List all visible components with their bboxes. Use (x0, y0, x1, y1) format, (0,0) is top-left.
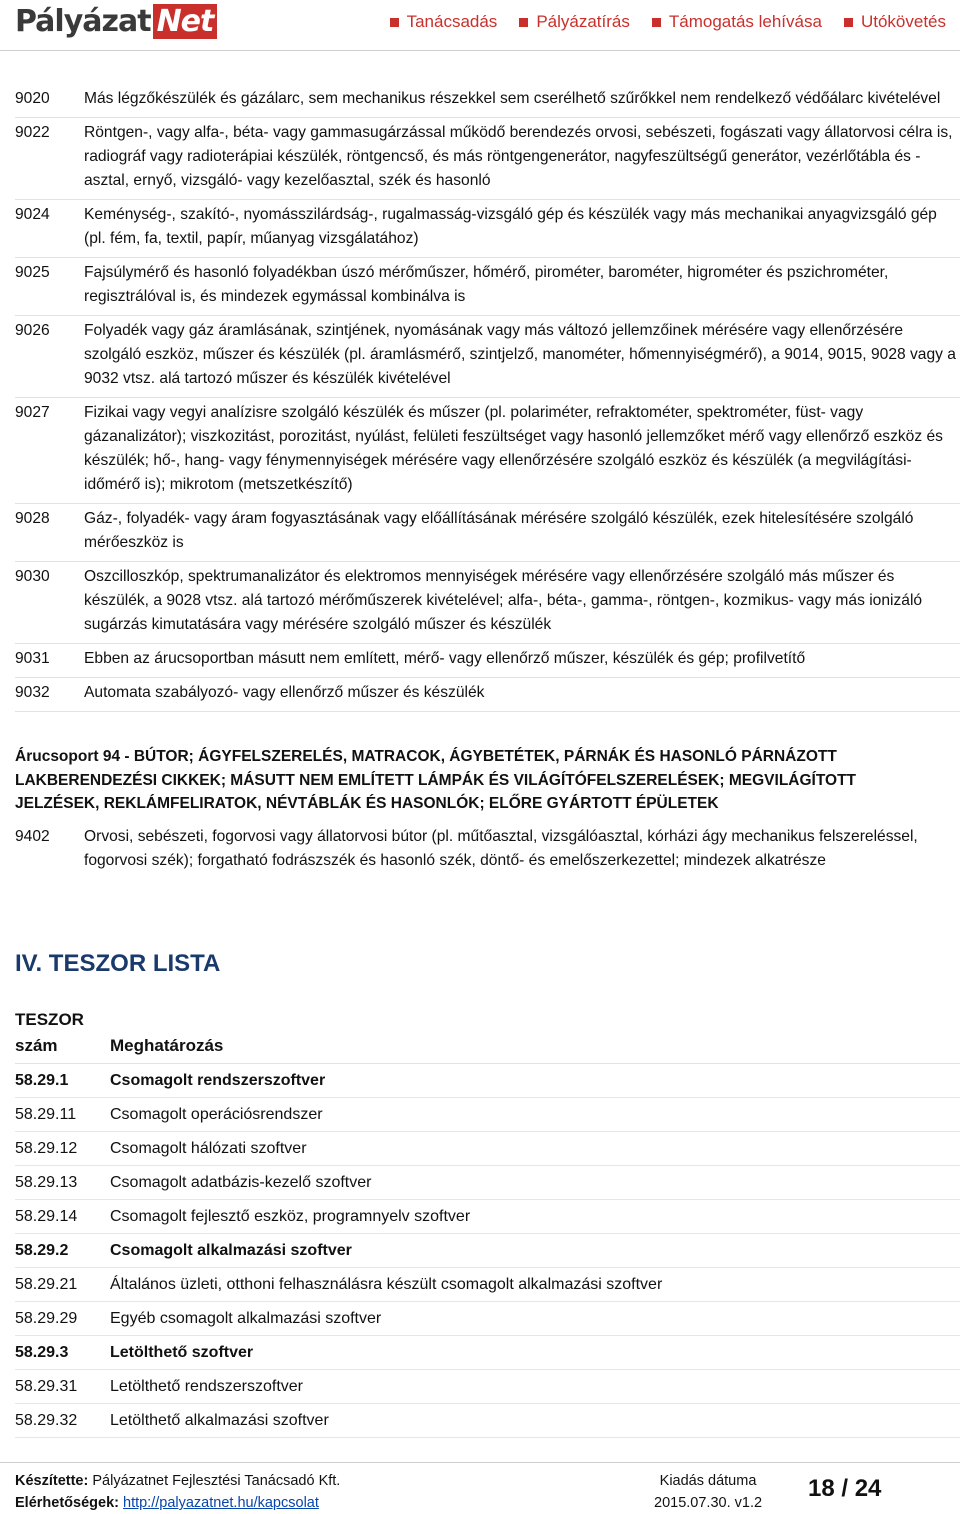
nav-item-tamogatas-lehivasa[interactable]: Támogatás lehívása (652, 12, 822, 32)
product-code-table (15, 87, 960, 715)
table-row (15, 507, 960, 562)
row-description: Fajsúlymérő és hasonló folyadékban úszó mérőműszer, hőmérő, pirométer, barométer, higrométer és pszichrométer, regisztrálóval is, és mindezek egymással kombinálva is (84, 264, 889, 305)
nav-item-tanacsadas[interactable]: Tanácsadás (390, 12, 498, 32)
row-code: 9027 (15, 404, 50, 421)
table-row (15, 565, 960, 644)
row-code: 9026 (15, 322, 50, 339)
table-row (15, 1132, 960, 1166)
teszor-description: Csomagolt adatbázis-kezelő szoftver (110, 1174, 372, 1191)
page-number: 18 / 24 (808, 1475, 882, 1502)
teszor-code: 58.29.2 (15, 1242, 69, 1259)
bullet-square-icon (844, 18, 853, 27)
teszor-code: 58.29.32 (15, 1412, 78, 1429)
row-code: 9022 (15, 124, 50, 141)
row-description: Automata szabályozó- vagy ellenőrző műszer és készülék (84, 684, 485, 701)
bullet-square-icon (519, 18, 528, 27)
contact-label: Elérhetőségek: (15, 1495, 119, 1511)
table-row (15, 1370, 960, 1404)
table-row (15, 1098, 960, 1132)
table-row (15, 121, 960, 200)
nav-item-utokovetes[interactable]: Utókövetés (844, 12, 946, 32)
teszor-code: 58.29.21 (15, 1276, 78, 1293)
teszor-code: 58.29.29 (15, 1310, 78, 1327)
bullet-square-icon (652, 18, 661, 27)
made-by-label: Készítette: (15, 1473, 89, 1489)
page-footer (0, 1462, 960, 1514)
teszor-description: Csomagolt alkalmazási szoftver (110, 1242, 352, 1259)
row-description: Keménység-, szakító-, nyomásszilárdság-, rugalmasság-vizsgáló gép és készülék vagy más mechanikai anyagvizsgáló gép (pl. fém, fa, textil, papír, műanyag vizsgálatához) (84, 206, 937, 247)
row-description: Fizikai vagy vegyi analízisre szolgáló készülék és műszer (pl. polariméter, refraktométer, spektrométer, füst- vagy gázanalizátor); viszkozitást, porozitást, nyúlást, felületi feszültséget vagy hasonló jellemzőket mérő vagy ellenőrző eszköz és készülék; hő-, hang- vagy fénymennyiségek mérésére vagy ellenőrzésére szolgáló eszköz és készülék (a megvilágítási-időmérő is); mikrotom (metszetkészítő) (84, 404, 943, 493)
table-row (15, 1336, 960, 1370)
table-row (15, 1064, 960, 1098)
table-row (15, 1268, 960, 1302)
table-row (15, 401, 960, 504)
product-group-94-title: Árucsoport 94 - BÚTOR; ÁGYFELSZERELÉS, MATRACOK, ÁGYBETÉTEK, PÁRNÁK ÉS HASONLÓ PÁRNÁZOTT LAKBERENDEZÉSI CIKKEK; MÁSUTT NEM EMLÍTETT LÁMPÁK ÉS VILÁGÍTÓFELSZERELÉSEK; MEGVILÁGÍTOTT JELZÉSEK, REKLÁMFELIRATOK, NÉVTÁBLÁK ÉS HASONLÓK; ELŐRE GYÁRTOTT ÉPÜLETEK (15, 748, 857, 812)
row-code: 9020 (15, 90, 50, 107)
teszor-description: Letölthető szoftver (110, 1344, 254, 1361)
teszor-description: Általános üzleti, otthoni felhasználásra készült csomagolt alkalmazási szoftver (110, 1276, 663, 1293)
row-description: Gáz-, folyadék- vagy áram fogyasztásának vagy előállításának mérésére szolgáló készülék, ezek hitelesítésére szolgáló mérőeszköz is (84, 510, 914, 551)
issue-date-label: Kiadás dátuma (659, 1473, 757, 1489)
teszor-description: Letölthető alkalmazási szoftver (110, 1412, 329, 1429)
teszor-description: Egyéb csomagolt alkalmazási szoftver (110, 1310, 382, 1327)
table-row (15, 681, 960, 712)
teszor-code: 58.29.31 (15, 1378, 78, 1395)
row-description: Röntgen-, vagy alfa-, béta- vagy gammasugárzással működő berendezés orvosi, sebészeti, fogászati vagy állatorvosi célra is, radiográf vagy radioterápiai készülék, röntgencső, és más röntgengenerátor, nagyfeszültségű generátor, vezérlőtábla és - asztal, ernyő, vizsgáló- vagy kezelőasztal, szék és hasonló (84, 124, 953, 189)
bullet-square-icon (390, 18, 399, 27)
row-description: Más légzőkészülék és gázálarc, sem mechanikus részekkel sem cserélhető szűrőkkel nem rendelkező védőálarc kivételével (84, 90, 941, 107)
table-row (15, 825, 960, 873)
row-code: 9025 (15, 264, 50, 281)
teszor-code: 58.29.11 (15, 1106, 77, 1123)
table-row (15, 647, 960, 678)
row-description: Oszcilloszkóp, spektrumanalizátor és elektromos mennyiségek mérésére vagy ellenőrzésére szolgáló más műszer és készülék, a 9028 vtsz. alá tartozó mérőműszerek kivételével; alfa-, béta-, gamma-, röntgen-, kozmikus- vagy más ionizáló sugárzás kimutatására vagy mérésére szolgáló műszer és készülék (84, 568, 923, 633)
table-row (15, 87, 960, 118)
teszor-description: Csomagolt fejlesztő eszköz, programnyelv szoftver (110, 1208, 471, 1225)
teszor-description: Letölthető rendszerszoftver (110, 1378, 303, 1395)
teszor-description: Csomagolt operációsrendszer (110, 1106, 323, 1123)
header-code: TESZOR szám (15, 1010, 84, 1055)
footer-info (15, 1470, 340, 1514)
page-header (0, 0, 960, 51)
header-description: Meghatározás (110, 1036, 224, 1055)
teszor-description: Csomagolt hálózati szoftver (110, 1140, 307, 1157)
contact-link[interactable]: http://palyazatnet.hu/kapcsolat (123, 1495, 319, 1511)
made-by-value: Pályázatnet Fejlesztési Tanácsadó Kft. (92, 1473, 341, 1489)
section-title: IV. TESZOR LISTA (15, 950, 221, 977)
row-code: 9030 (15, 568, 50, 585)
teszor-code: 58.29.13 (15, 1174, 78, 1191)
issue-date-block (654, 1470, 762, 1514)
teszor-code: 58.29.1 (15, 1072, 69, 1089)
top-nav (390, 12, 946, 32)
teszor-table-header (15, 1007, 960, 1064)
table-row (15, 319, 960, 398)
row-code: 9028 (15, 510, 50, 527)
table-row (15, 203, 960, 258)
nav-item-palyazatiras[interactable]: Pályázatírás (519, 12, 630, 32)
teszor-description: Csomagolt rendszerszoftver (110, 1072, 326, 1089)
table-row (15, 1234, 960, 1268)
row-code: 9402 (15, 828, 50, 845)
teszor-table (15, 1007, 960, 1438)
table-row (15, 1200, 960, 1234)
row-code: 9024 (15, 206, 50, 223)
palyazatnet-logo[interactable]: Pályázat Net (15, 4, 217, 44)
issue-date-value: 2015.07.30. v1.2 (654, 1495, 763, 1511)
table-row (15, 261, 960, 316)
teszor-code: 58.29.3 (15, 1344, 69, 1361)
row-description: Orvosi, sebészeti, fogorvosi vagy állatorvosi bútor (pl. műtőasztal, vizsgálóasztal, kórházi ágy mechanikus felszereléssel, fogorvosi szék); forgatható fodrászszék és hasonló szék, döntő- és emelőszerkezettel; mindezek alkatrésze (84, 828, 918, 869)
table-row (15, 1404, 960, 1438)
row-code: 9032 (15, 684, 50, 701)
teszor-code: 58.29.14 (15, 1208, 78, 1225)
row-description: Ebben az árucsoportban másutt nem említett, mérő- vagy ellenőrző műszer, készülék és gép; profilvetítő (84, 650, 806, 667)
row-code: 9031 (15, 650, 50, 667)
row-description: Folyadék vagy gáz áramlásának, szintjének, nyomásának vagy más változó jellemzőinek mérésére vagy ellenőrzésére szolgáló eszköz, műszer és készülék (pl. áramlásmérő, szintjelző, manométer, hőmennyiségmérő), a 9014, 9015, 9028 vagy a 9032 vtsz. alá tartozó műszer és készülék kivételével (84, 322, 956, 387)
teszor-code: 58.29.12 (15, 1140, 78, 1157)
table-row (15, 1166, 960, 1200)
table-row (15, 1302, 960, 1336)
